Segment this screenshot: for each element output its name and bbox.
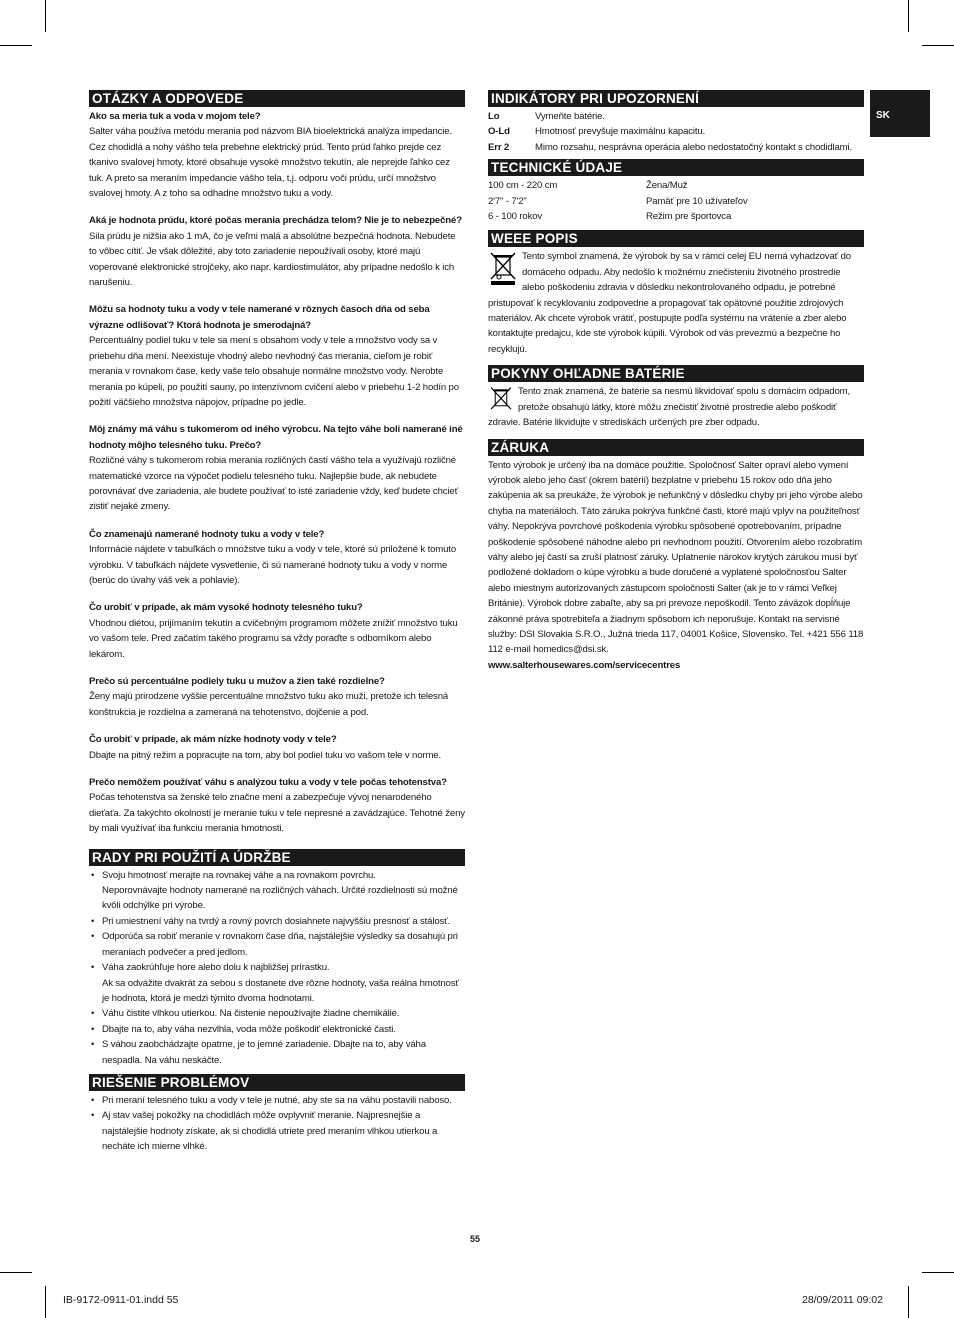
crop-mark [908,0,909,32]
qa-item [89,527,465,589]
left-column [89,90,465,1155]
spec-value-right: Pamäť pre 10 užívateľov [646,195,748,207]
specs-section-header: TECHNICKÉ ÚDAJE [488,159,864,176]
tips-item: • Pri umiestnení váhy na tvrdý a rovný povrch dosiahnete najvyššiu presnosť a stálosť. [89,914,465,929]
qa-list [89,109,465,837]
spec-value-right: Žena/Muž [646,180,688,192]
spec-row [488,194,864,209]
troubleshooting-item: • Aj stav vašej pokožky na chodidlách môže ovplyvniť meranie. Najpresnejšie a najstálejšie hodnoty získate, ak si chodidlá utriete pred meraním vlhkou utierkou a necháte ich mierne vlhké. [89,1108,465,1154]
spec-value-left: 6 - 100 rokov [488,211,543,223]
qa-item [89,213,465,290]
indicator-description: Vymeňte batérie. [535,111,605,122]
qa-section-header: OTÁZKY A ODPOVEDE [89,90,465,107]
tips-item: • Váhu čistite vlhkou utierkou. Na čistenie nepoužívajte žiadne chemikálie. [89,1006,465,1021]
indicator-description: Mimo rozsahu, nesprávna operácia alebo nedostatočný kontakt s chodidlami. [535,141,853,153]
qa-question: Prečo nemôžem používať váhu s analýzou tuku a vody v tele počas tehotenstva? [89,777,447,789]
indicator-row [488,109,864,124]
indicators-section-header: INDIKÁTORY PRI UPOZORNENÍ [488,90,864,107]
qa-question: Čo urobiť v prípade, ak mám nízke hodnoty vody v tele? [89,734,337,746]
footer-timestamp: 28/09/2011 09:02 [802,1294,883,1306]
spec-row [488,178,864,193]
tips-item: • Odporúča sa robiť meranie v rovnakom čase dňa, najstálejšie výsledky sa dosahujú pri meraniach podvečer a pred jedlom. [89,929,465,960]
tips-item: • S váhou zaobchádzajte opatrne, je to jemné zariadenie. Dbajte na to, aby váha nespadla. Na váhu neskáčte. [89,1037,465,1068]
troubleshooting-list [89,1093,465,1155]
qa-answer: Vhodnou diétou, prijímaním tekutín a cvičebným programom môžete znížiť množstvo tuku vo vašom tele. Pred začatím takého programu sa vždy poraďte s odborníkom alebo lekárom. [89,617,458,660]
qa-answer: Rozličné váhy s tukomerom robia merania rozličných častí vášho tela a využívajú rozličné matematické vzorce na výpočet podielu telesného tuku. Najlepšie bude, ak nebudete porovnávať dve zariadenia, ale budete používať to isté zariadenie vždy, keď budete chcieť zistiť nejaké zmeny. [89,455,459,513]
qa-question: Čo znamenajú namerané hodnoty tuku a vody v tele? [89,528,325,540]
qa-question: Ako sa meria tuk a voda v mojom tele? [89,111,261,122]
troubleshooting-section-header: RIEŠENIE PROBLÉMOV [89,1074,465,1091]
language-tab: SK [870,90,930,137]
qa-answer: Percentuálny podiel tuku v tele sa mení s obsahom vody v tele a množstvo vody sa v priebehu dňa mení. Neexistuje vhodný alebo nevhodný čas merania, cieľom je robiť merania v rovnakom čase, kedy vaše telo obsahuje normálne množstvo vody. Nerobte merania po kúpeli, po použití sauny, po intenzívnom cvičení alebo v priebehu 1-2 hodín po požití väčšieho množstva nápojov, prípadne po jedle. [89,335,459,408]
tips-item: • Dbajte na to, aby váha nezvlhla, voda môže poškodiť elektronické časti. [89,1022,465,1037]
warranty-url-link[interactable]: www.salterhousewares.com/servicecentres [488,659,681,671]
qa-answer: Ženy majú prirodzene vyššie percentuálne množstvo tuku ako muži, pretože ich telesná konštrukcia je rozdielna a zameraná na tehotenstvo, dojčenie a pod. [89,691,449,718]
spec-value-right: Režim pre športovca [646,211,732,223]
crop-mark [0,45,32,46]
qa-item [89,775,465,837]
crop-mark [45,1286,46,1318]
crop-mark [922,1272,954,1273]
qa-answer: Informácie nájdete v tabuľkách o množstve tuku a vody v tele, ktoré sú priložené k tomuto výrobku. V tabuľkách nájdete vysvetlenie, či sú namerané hodnoty tuku a vody v norme (berúc do úvahy váš vek a pohlavie). [89,544,456,586]
indicator-code: O-Ld [488,126,510,138]
indicator-description: Hmotnosť prevyšuje maximálnu kapacitu. [535,126,706,138]
crop-mark [45,0,46,32]
spec-value-left: 100 cm - 220 cm [488,180,558,192]
qa-item [89,109,465,201]
indicators-list [488,109,864,155]
qa-answer: Dbajte na pitný režim a popracujte na tom, aby bol podiel tuku vo vašom tele v norme. [89,749,442,761]
qa-answer: Salter váha používa metódu merania pod názvom BIA bioelektrická analýza impedancie. Cez chodidlá a nohy vášho tela prebehne elektrický prúd. Tento prúd ľahko prejde cez tkanivo svalovej hmoty, ktoré obsahuje vysoké množstvo tekutín, ale neprejde ľahko cez tuk. A preto sa meraním impedancie vášho tela, t.j. odporu voči prúdu, určí množstvo svalovej hmoty. A z toho sa odhadne množstvo tuku a vody. [89,126,452,200]
right-column [488,90,864,673]
troubleshooting-item: • Pri meraní telesného tuku a vody v tele je nutné, aby ste sa na váhu postavili naboso. [89,1093,465,1108]
crop-mark [0,1272,32,1273]
indicator-row [488,124,864,139]
qa-item [89,422,465,514]
crop-mark [908,1286,909,1318]
weee-bin-icon [488,251,518,285]
qa-question: Môj známy má váhu s tukomerom od iného výrobcu. Na tejto váhe boli namerané iné hodnoty môjho telesného tuku. Prečo? [89,424,463,451]
page-number: 55 [470,1234,481,1244]
qa-question: Môžu sa hodnoty tuku a vody v tele namerané v rôznych časoch dňa od seba výrazne odlišovať? Ktorá hodnota je smerodajná? [89,304,430,331]
weee-text: Tento symbol znamená, že výrobok by sa v rámci celej EU nemá vyhadzovať do domáceho odpadu. Aby nedošlo k možnému znečisteniu životného prostredie alebo poškodeniu zdravia v dôsledku nekontrolovaného odpadu, je potrebné pristupovať k recyklovaniu zodpovedne a propagovať tak opätovné použitie zdrojových materiálov. Ak chcete výrobok vrátiť, postupujte podľa systému na vrátenie a zber alebo kontaktujte predajcu, kde ste výrobok kúpili. Výrobok od vás prevezmú a bezpečne ho recyklujú. [488,251,851,355]
weee-paragraph [488,249,864,357]
specs-list [488,178,864,224]
warranty-section-header: ZÁRUKA [488,439,864,456]
footer-file-info: IB-9172-0911-01.indd 55 [63,1294,179,1306]
battery-text: Tento znak znamená, že batérie sa nesmú likvidovať spolu s domácim odpadom, pretože obsahujú látky, ktoré môžu znečistiť životné prostredie alebo poškodiť zdravie. Batérie likvidujte v strediskách určených pre zber odpadu. [488,386,851,429]
qa-answer: Počas tehotenstva sa ženské telo značne mení a zabezpečuje vývoj nenarodeného dieťaťa. Za takýchto okolností je meranie tuku v tele nepresné a zavádzajúce. Tehotné ženy by mali využívať iba funkciu merania hmotnosti. [89,792,465,835]
qa-answer: Sila prúdu je nižšia ako 1 mA, čo je veľmi malá a absolútne bezpečná hodnota. Nebudete to vôbec cítiť. Je však dôležité, aby toto zariadenie nepoužívali osoby, ktoré majú voperované elektronické strojčeky, ako napr. kardiostimulátor, aby prípadne nedošlo k ich narušeniu. [89,230,456,289]
qa-question: Čo urobiť v prípade, ak mám vysoké hodnoty telesného tuku? [89,602,363,614]
crop-mark [922,45,954,46]
qa-question: Prečo sú percentuálne podiely tuku u mužov a žien také rozdielne? [89,676,385,687]
indicator-code: Lo [488,111,500,122]
tips-list [89,868,465,1068]
spec-value-left: 2'7" - 7'2" [488,195,527,207]
weee-section-header: WEEE POPIS [488,230,864,247]
battery-section-header: POKYNY OHĽADNE BATÉRIE [488,365,864,382]
indicator-code: Err 2 [488,141,510,153]
qa-item [89,674,465,720]
qa-item [89,302,465,410]
spec-row [488,209,864,224]
indicator-row [488,140,864,155]
qa-item [89,600,465,662]
warranty-paragraph [488,458,864,674]
warranty-text: Tento výrobok je určený iba na domáce použitie. Spoločnosť Salter opraví alebo vymení výrobok alebo jeho časť (okrem batérií) bezplatne v priebehu 15 rokov odo dňa jeho zakúpenia ak sa preukáže, že výrobok je nefunkčný v dôsledku chyby pri jeho výrobe alebo chyba na materiáloch. Táto záruka pokrýva funkčné časti, ktoré majú vplyv na použiteľnosť váhy. Nepokrýva povrchové poškodenia výrobku spôsobené opotrebovaním, prípadne poškodenie spôsobené náhodne alebo pri nevhodnom použití. Otvorením alebo rozobratím váhy alebo jej častí sa zruší platnosť záruky. Uplatnenie nárokov krytých zárukou musí byť podložené dokladom o kúpe výrobku a bude doručené a vyplatené spoločnosťou Salter alebo miestnym autorizovaných zástupcom spoločnosti Salter (ak je to v rámci Veľkej Británie). Výrobok dobre zabaľte, aby sa pri prevoze nepoškodil. Tento záväzok dopĺňuje zákonné práva spotrebiteľa a žiadnym spôsobom ich neporušuje. Kontakt na servisné služby: DSI Slovakia S.R.O., Južná trieda 117, 04001 Košice, Slovensko. Tel. +421 556 118 112 e-mail homedics@dsi.sk. [488,459,864,656]
tips-item: • Svoju hmotnosť merajte na rovnakej váhe a na rovnakom povrchu. Neporovnávajte hodnoty namerané na rozličných váhach. Určité rozdielnosti sú možné kvôli odchýlke pri výrobe. [89,868,465,914]
qa-question: Aká je hodnota prúdu, ktoré počas merania prechádza telom? Nie je to nebezpečné? [89,215,462,227]
qa-item [89,732,465,763]
battery-bin-icon [488,386,514,414]
tips-section-header: RADY PRI POUŽITÍ A ÚDRŽBE [89,849,465,866]
battery-paragraph [488,384,864,430]
tips-item: • Váha zaokrúhľuje hore alebo dolu k najbližšej prírastku. Ak sa odvážite dvakrát za sebou s dostanete dve rôzne hodnoty, vaša reálna hmotnosť je hodnota, ktorá je medzi týmito dvoma hodnotami. [89,960,465,1006]
